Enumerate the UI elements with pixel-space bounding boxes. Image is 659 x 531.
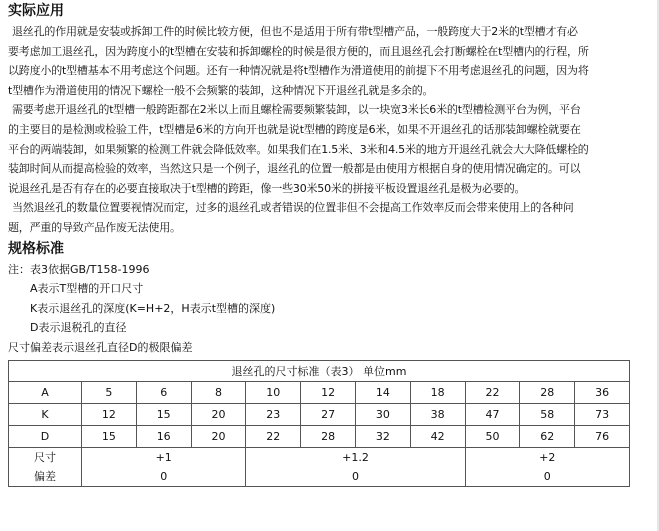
tolerance-lower: 0: [351, 469, 359, 483]
table-cell: 36: [575, 381, 630, 403]
tolerance-upper: +1: [155, 450, 172, 464]
table-cell: 73: [575, 403, 630, 425]
paragraph-line: 说退丝孔是否有存在的必要直接取决于t型槽的跨距，像一些30米50米的拼接平板设置退丝孔是极为必要的。: [8, 181, 526, 195]
table-cell: 76: [575, 425, 630, 447]
table-cell: 62: [520, 425, 575, 447]
table-row-d: [9, 425, 630, 447]
table-cell: 27: [301, 403, 356, 425]
row-label: D: [9, 425, 82, 447]
paragraph-line: 的主要目的是检测或检验工件，t型槽是6米的方向开也就是说t型槽的跨度是6米，如果不开退丝孔的话那装卸螺栓就要在: [8, 122, 581, 136]
table-cell: 6: [136, 381, 191, 403]
tolerance-group: [246, 447, 465, 486]
table-cell: 16: [136, 425, 191, 447]
tolerance-group: [465, 447, 629, 486]
table-cell: 30: [355, 403, 410, 425]
table-cell: 18: [410, 381, 465, 403]
table-row-k: [9, 403, 630, 425]
table-cell: 38: [410, 403, 465, 425]
table-row-tolerance: [9, 447, 630, 486]
table-caption-row: [9, 360, 630, 381]
paragraph-caution: [8, 198, 654, 237]
tolerance-label-bottom: 偏差: [34, 469, 56, 483]
table-cell: 20: [191, 425, 246, 447]
paragraph-line: t型槽作为滑道使用的情况下螺栓一般不会频繁的装卸，这种情况下开退丝孔就是多余的。: [8, 83, 434, 97]
paragraph-line: 要考虑加工退丝孔，因为跨度小的t型槽在安装和拆卸螺栓的时候是很方便的，而且退丝孔会打断螺栓在t型槽内的行程，所: [8, 44, 589, 58]
tolerance-label: [9, 447, 82, 486]
row-label: K: [9, 403, 82, 425]
table-cell: 32: [355, 425, 410, 447]
table-cell: 22: [246, 425, 301, 447]
table-cell: 28: [301, 425, 356, 447]
paragraph-line: 题，严重的导致产品作废无法使用。: [8, 220, 181, 234]
tolerance-upper: +2: [539, 450, 556, 464]
table-cell: 28: [520, 381, 575, 403]
table-cell: 14: [355, 381, 410, 403]
table-cell: 15: [82, 425, 137, 447]
table-cell: 12: [82, 403, 137, 425]
table-cell: 50: [465, 425, 520, 447]
paragraph-example: [8, 100, 654, 198]
table-cell: 23: [246, 403, 301, 425]
paragraph-line: 装卸时间从而提高检验的效率，当然这只是一个例子，退丝孔的位置一般都是由使用方根据自身的使用情况确定的。可以: [8, 162, 581, 176]
standard-note: 注：表3依据GB/T158-1996: [8, 262, 150, 276]
definition-k: K表示退丝孔的深度(K=H+2，H表示t型槽的深度): [30, 301, 276, 315]
section-heading-spec: 规格标准: [8, 240, 64, 257]
tolerance-label-top: 尺寸: [34, 450, 56, 464]
paragraph-line: 退丝孔的作用就是安装或拆卸工件的时候比较方便，但也不是适用于所有带t型槽产品，一般跨度大于2米的t型槽才有必: [12, 25, 578, 38]
tolerance-upper: +1.2: [342, 450, 369, 464]
paragraph-line: 平台的两端装卸，如果频繁的检测工件就会降低效率。如果我们在1.5米、3米和4.5米的地方开退丝孔就会大大降低螺栓的: [8, 142, 589, 156]
table-intro: 尺寸偏差表示退丝孔直径D的极限偏差: [8, 340, 193, 354]
table-cell: 12: [301, 381, 356, 403]
table-cell: 22: [465, 381, 520, 403]
paragraph-line: 以跨度小的t型槽基本不用考虑这个问题。还有一种情况就是将t型槽作为滑道使用的前提下不用考虑退丝孔的问题，因为将: [8, 64, 589, 78]
spec-table: [8, 360, 630, 487]
row-label: A: [9, 381, 82, 403]
section-heading-application: 实际应用: [8, 3, 64, 19]
table-cell: 58: [520, 403, 575, 425]
table-cell: 15: [136, 403, 191, 425]
table-cell: 42: [410, 425, 465, 447]
table-row-a: [9, 381, 630, 403]
table-caption: 退丝孔的尺寸标准（表3） 单位mm: [9, 360, 630, 381]
paragraph-line: 需要考虑开退丝孔的t型槽一般跨距都在2米以上而且螺栓需要频繁装卸，以一块宽3米长6米的t型槽检测平台为例，平台: [12, 103, 581, 117]
table-cell: 10: [246, 381, 301, 403]
table-cell: 5: [82, 381, 137, 403]
article-body: [8, 2, 654, 487]
paragraph-purpose: [8, 22, 654, 100]
table-cell: 20: [191, 403, 246, 425]
paragraph-line: 当然退丝孔的数量位置要视情况而定，过多的退丝孔或者错误的位置非但不会提高工作效率反而会带来使用上的各种问: [12, 201, 574, 215]
definition-d: D表示退税孔的直径: [30, 321, 127, 335]
tolerance-lower: 0: [160, 469, 168, 483]
tolerance-group: [82, 447, 246, 486]
table-cell: 8: [191, 381, 246, 403]
tolerance-lower: 0: [543, 469, 551, 483]
table-cell: 47: [465, 403, 520, 425]
definition-a: A表示T型槽的开口尺寸: [30, 282, 144, 296]
